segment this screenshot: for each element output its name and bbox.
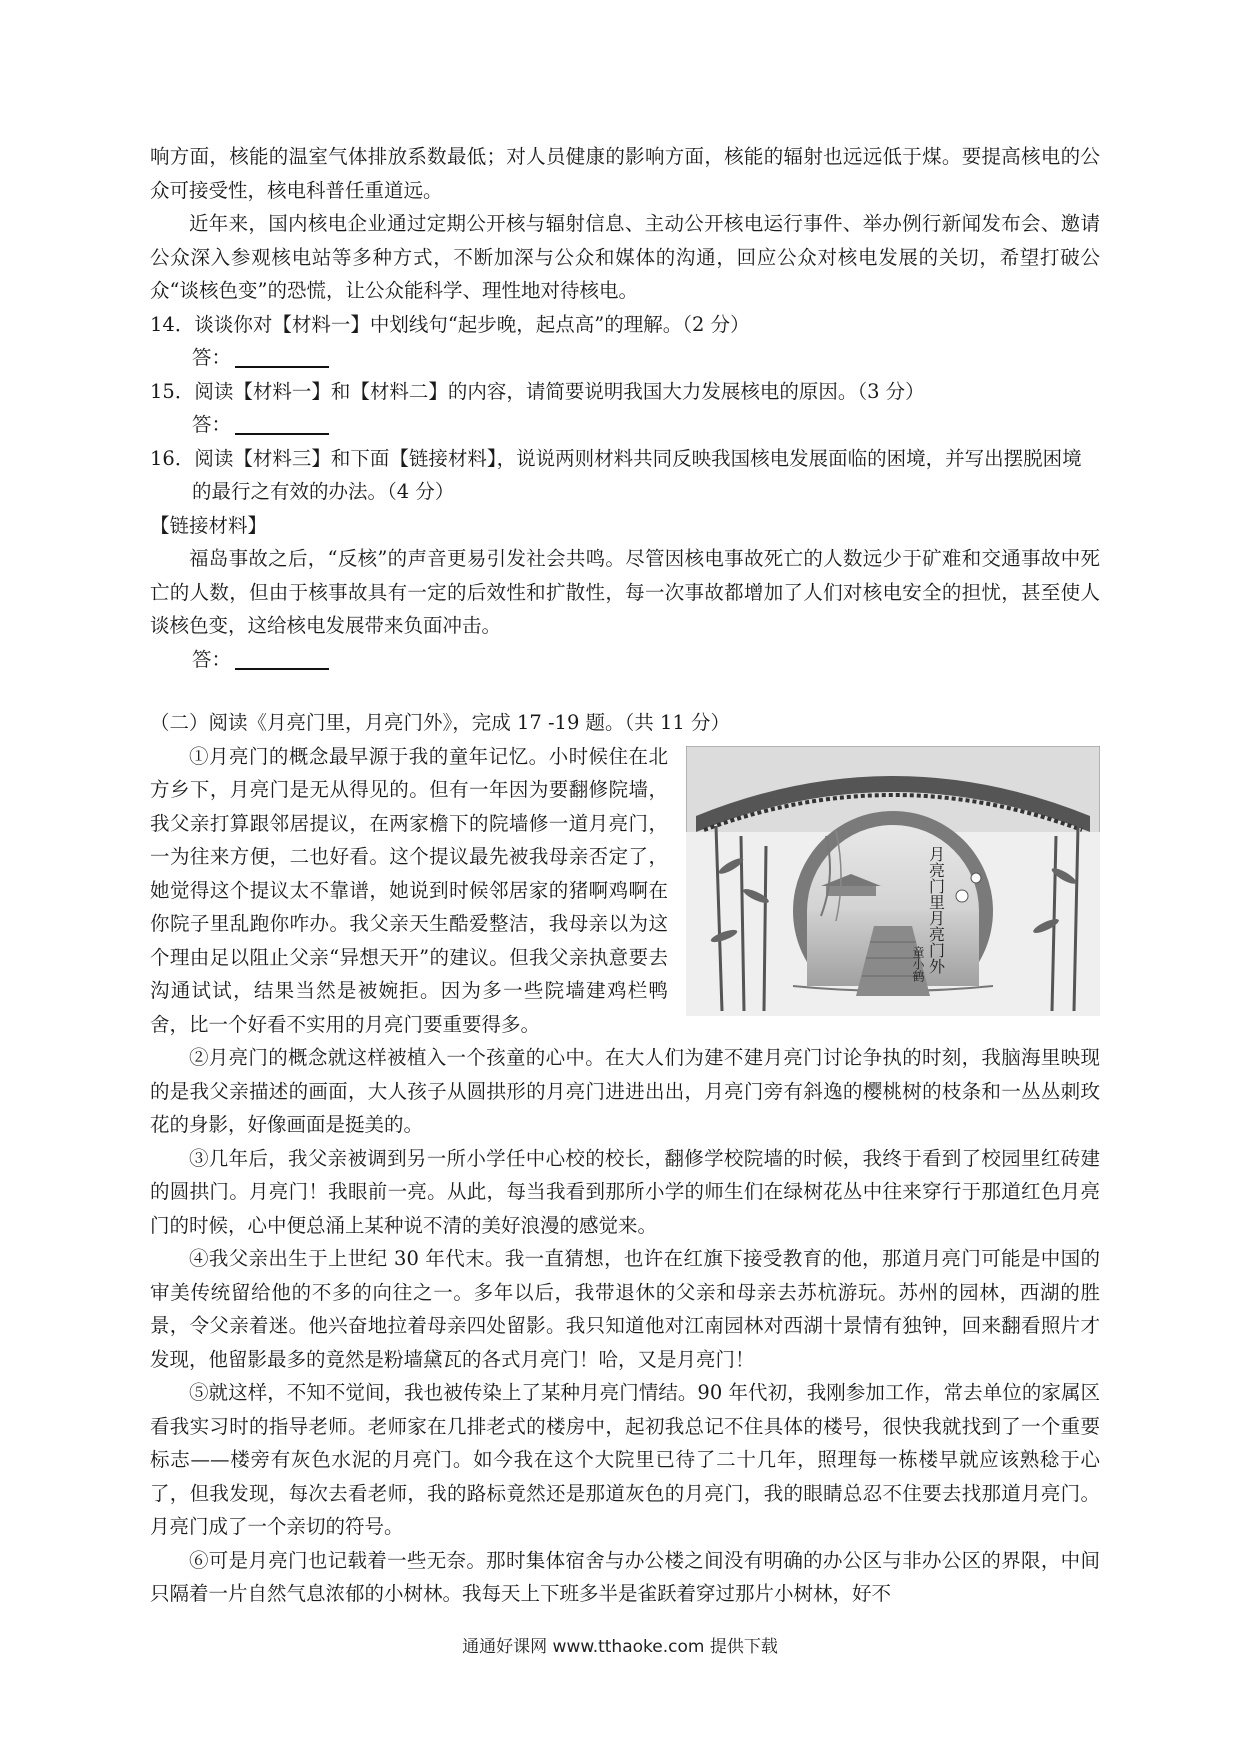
answer-blank [235, 411, 329, 435]
page-footer: 通通好课网 www.tthaoke.com 提供下载 [462, 1637, 778, 1657]
question-15: 15．阅读【材料一】和【材料二】的内容，请简要说明我国大力发展核电的原因。（3 分） [150, 379, 925, 403]
question-16: 16．阅读【材料三】和下面【链接材料】，说说两则材料共同反映我国核电发展面临的困境，并写出摆脱困境的最行之有效的办法。（4 分） [150, 446, 1082, 503]
document-page [150, 140, 1100, 1611]
paragraph-nuclear-communication: 近年来，国内核电企业通过定期公开核与辐射信息、主动公开核电运行事件、举办例行新闻发布会、邀请公众深入参观核电站等多种方式，不断加深与公众和媒体的沟通，回应公众对核电发展的关切，希望打破公众“谈核色变”的恐慌，让公众能科学、理性地对待核电。 [150, 212, 1100, 302]
answer-label: 答： [192, 647, 232, 671]
paragraph-continued: 响方面，核能的温室气体排放系数最低；对人员健康的影响方面，核能的辐射也远远低于煤。要提高核电的公众可接受性，核电科普任重道远。 [150, 145, 1100, 202]
image-caption-author: 童小鹤 [911, 945, 925, 982]
image-caption-title: 月亮门里月亮门外 [926, 845, 946, 974]
answer-blank [235, 646, 329, 670]
answer-16 [150, 643, 1100, 677]
essay-paragraph-5: ⑤就这样，不知不觉间，我也被传染上了某种月亮门情结。90 年代初，我刚参加工作，常去单位的家属区看我实习时的指导老师。老师家在几排老式的楼房中，起初我总记不住具体的楼号，很快我就找到了一个重要标志——楼旁有灰色水泥的月亮门。如今我在这个大院里已待了二十几年，照理每一栋楼早就应该熟稔于心了，但我发现，每次去看老师，我的路标竟然还是那道灰色的月亮门，我的眼睛总忍不住要去找那道月亮门。月亮门成了一个亲切的符号。 [150, 1381, 1100, 1538]
answer-label: 答： [192, 413, 232, 436]
essay-paragraph-2: ②月亮门的概念就这样被植入一个孩童的心中。在大人们为建不建月亮门讨论争执的时刻，我脑海里映现的是我父亲描述的画面，大人孩子从圆拱形的月亮门进进出出，月亮门旁有斜逸的樱桃树的枝条和一丛丛刺玫花的身影，好像画面是挺美的。 [150, 1046, 1100, 1136]
essay-paragraph-3: ③几年后，我父亲被调到另一所小学任中心校的校长，翻修学校院墙的时候，我终于看到了校园里红砖建的圆拱门。月亮门！我眼前一亮。从此，每当我看到那所小学的师生们在绿树花丛中往来穿行于那道红色月亮门的时候，心中便总涌上某种说不清的美好浪漫的感觉来。 [150, 1146, 1100, 1237]
essay-paragraph-6: ⑥可是月亮门也记载着一些无奈。那时集体宿舍与办公楼之间没有明确的办公区与非办公区的界限，中间只隔着一片自然气息浓郁的小树林。我每天上下班多半是雀跃着穿过那片小树林，好不 [150, 1548, 1100, 1605]
moon-gate-illustration [686, 746, 1100, 1016]
question-14: 14．谈谈你对【材料一】中划线句“起步晚，起点高”的理解。（2 分） [150, 312, 750, 336]
link-material-body: 福岛事故之后，“反核”的声音更易引发社会共鸣。尽管因核电事故死亡的人数远少于矿难和交通事故中死亡的人数，但由于核事故具有一定的后效性和扩散性，每一次事故都增加了人们对核电安全的担忧，甚至使人谈核色变，这给核电发展带来负面冲击。 [150, 547, 1100, 637]
answer-14 [150, 341, 1100, 375]
essay-paragraph-1: 月亮门里月亮门外 童小鹤 ①月亮门的概念最早源于我的童年记忆。小时候住在北方乡下，月亮门是无从得见的。但有一年因为要翻修院墙，我父亲打算跟邻居提议，在两家檐下的院墙修一道月亮门，一为往来方便，二也好看。这个提议最先被我母亲否定了，她觉得这个提议太不靠谱，她说到时候邻居家的猪啊鸡啊在你院子里乱跑你咋办。我父亲天生酷爱整洁，我母亲以为这个理由足以阻止父亲“异想天开”的建议。但我父亲执意要去沟通试试，结果当然是被婉拒。因为多一些院墙建鸡栏鸭舍，比一个好看不实用的月亮门要重要得多。 [150, 740, 1100, 1042]
answer-label: 答： [192, 346, 232, 369]
answer-15 [150, 408, 1100, 442]
section-heading: （二）阅读《月亮门里，月亮门外》，完成 17 -19 题。（共 11 分） [150, 711, 731, 734]
link-material-heading: 【链接材料】 [150, 513, 268, 537]
essay-paragraph-4: ④我父亲出生于上世纪 30 年代末。我一直猜想，也许在红旗下接受教育的他，那道月亮门可能是中国的审美传统留给他的不多的向往之一。多年以后，我带退休的父亲和母亲去苏杭游玩。苏州的园林，西湖的胜景，令父亲着迷。他兴奋地拉着母亲四处留影。我只知道他对江南园林对西湖十景情有独钟，回来翻看照片才发现，他留影最多的竟然是粉墙黛瓦的各式月亮门！哈，又是月亮门！ [150, 1247, 1100, 1371]
answer-blank [235, 344, 329, 368]
